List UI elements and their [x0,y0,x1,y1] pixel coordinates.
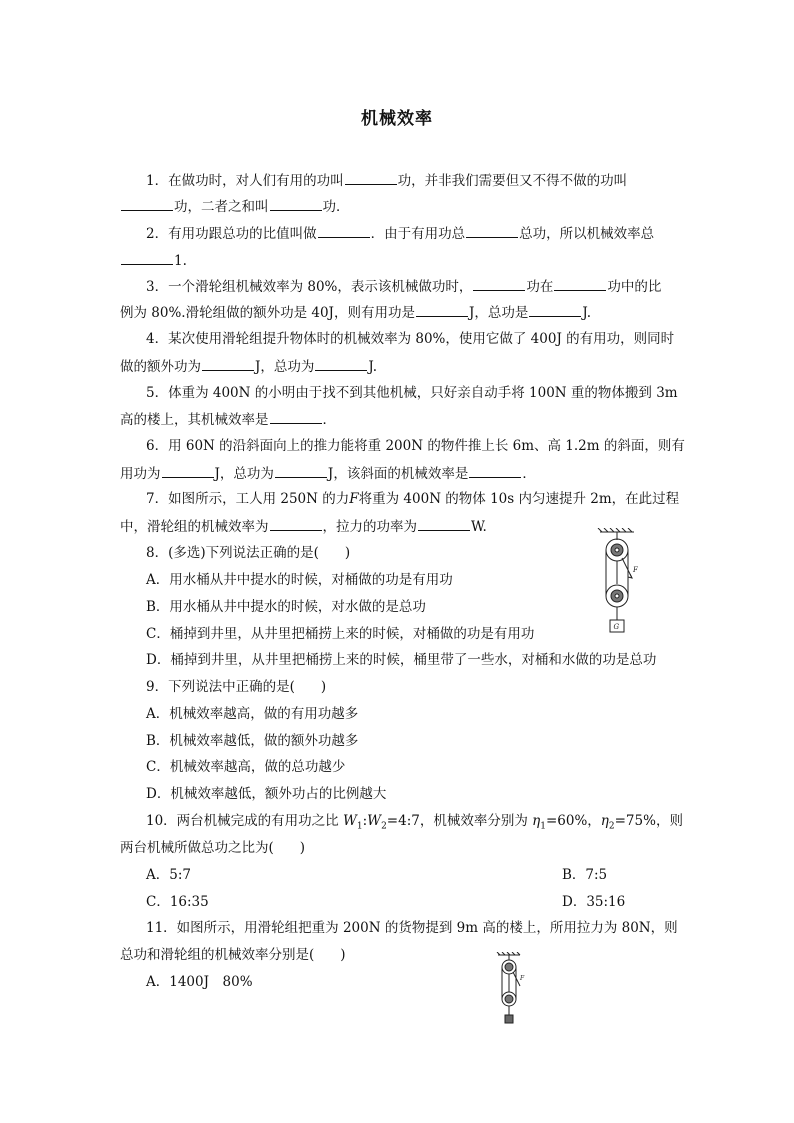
question-7-line-2: 中，滑轮组的机械效率为 ，拉力的功率为 W. [120,516,680,537]
question-9-stem: 9．下列说法中正确的是( ) [146,679,327,695]
answer-blank[interactable] [473,276,525,291]
question-5-line-1: 5．体重为 400N 的小明由于找不到其他机械，只好亲自动手将 100N 重的物体搬到 3m [146,385,678,401]
question-1-line-2: 功，二者之和叫 功． [120,196,680,217]
answer-blank[interactable] [318,223,370,238]
question-10-line-2: 两台机械所做总功之比为( ) [120,840,306,856]
answer-blank[interactable] [529,302,581,317]
question-10-option-b[interactable]: B．7:5 [562,867,608,883]
question-8-option-a[interactable]: A．用水桶从井中提水的时候，对桶做的功是有用功 [146,572,453,588]
question-2-line-2: 1. [120,250,680,271]
question-3-line-1: 3．一个滑轮组机械效率为 80%，表示该机械做功时， 功在 功中的比 [146,276,706,297]
answer-blank[interactable] [469,463,521,478]
question-1-line-1: 1．在做功时，对人们有用的功叫 功，并非我们需要但又不得不做的功叫 [146,170,706,191]
answer-blank[interactable] [270,409,322,424]
answer-blank[interactable] [554,276,606,291]
page-title: 机械效率 [361,109,433,129]
weight-label: G [613,623,620,631]
question-5-line-2: 高的楼上，其机械效率是 ． [120,409,680,430]
answer-blank[interactable] [275,463,327,478]
answer-blank[interactable] [270,196,322,211]
answer-blank[interactable] [418,516,470,531]
question-8-option-d[interactable]: D．桶掉到井里，从井里把桶捞上来的时候，桶里带了一些水，对桶和水做的功是总功 [146,652,657,668]
question-9-option-b[interactable]: B．机械效率越低，做的额外功越多 [146,733,359,749]
answer-blank[interactable] [202,356,254,371]
question-10-line-1: 10．两台机械完成的有用功之比 $W_1:W_2=4:7$，机械效率分别为 $\eta_1=60\%$，$\eta_2=75\%$，则 [146,813,683,832]
question-9-option-c[interactable]: C．机械效率越高，做的总功越少 [146,759,346,775]
question-4-line-2: 做的额外功为 J，总功为 J. [120,356,680,377]
pulley-figure-2 [494,952,530,1028]
question-11-line-1: 11．如图所示，用滑轮组把重为 200N 的货物提到 9m 高的楼上，所用拉力为 80N，则 [146,920,678,936]
question-6-line-2: 用功为 J，总功为 J，该斜面的机械效率是 ． [120,463,680,484]
force-label: F [520,975,525,982]
question-8-option-b[interactable]: B．用水桶从井中提水的时候，对水做的是总功 [146,599,426,615]
answer-blank[interactable] [466,223,518,238]
question-7-line-1: 7．如图所示，工人用 250N 的力F将重为 400N 的物体 10s 内匀速提升 2m，在此过程 [146,491,680,507]
force-label: F [633,566,638,574]
question-2-line-1: 2．有用功跟总功的比值叫做 ．由于有用功总 总功，所以机械效率总 [146,223,706,244]
answer-blank[interactable] [162,463,214,478]
answer-blank[interactable] [270,516,322,531]
question-9-option-a[interactable]: A．机械效率越高，做的有用功越多 [146,706,359,722]
question-4-line-1: 4．某次使用滑轮组提升物体时的机械效率为 80%，使用它做了 400J 的有用功，则同时 [146,331,675,347]
question-10-option-a[interactable]: A．5:7 [146,867,191,883]
answer-blank[interactable] [416,302,468,317]
question-8-stem: 8．(多选)下列说法正确的是( ) [146,545,351,561]
question-11-line-2: 总功和滑轮组的机械效率分别是( ) [120,947,346,963]
question-11-option-a[interactable]: A．1400J 80% [146,974,253,990]
question-9-option-d[interactable]: D．机械效率越低，额外功占的比例越大 [146,786,387,802]
answer-blank[interactable] [121,250,173,265]
answer-blank[interactable] [121,196,173,211]
question-6-line-1: 6．用 60N 的沿斜面向上的推力能将重 200N 的物件推上长 6m、高 1.2m 的斜面，则有 [146,438,685,454]
answer-blank[interactable] [345,170,397,185]
question-10-option-d[interactable]: D．35:16 [562,894,626,910]
question-8-option-c[interactable]: C．桶掉到井里，从井里把桶捞上来的时候，对桶做的功是有用功 [146,626,535,642]
question-3-line-2: 例为 80%.滑轮组做的额外功是 40J，则有用功是 J，总功是 J. [120,302,680,323]
answer-blank[interactable] [315,356,367,371]
question-10-option-c[interactable]: C．16:35 [146,894,209,910]
